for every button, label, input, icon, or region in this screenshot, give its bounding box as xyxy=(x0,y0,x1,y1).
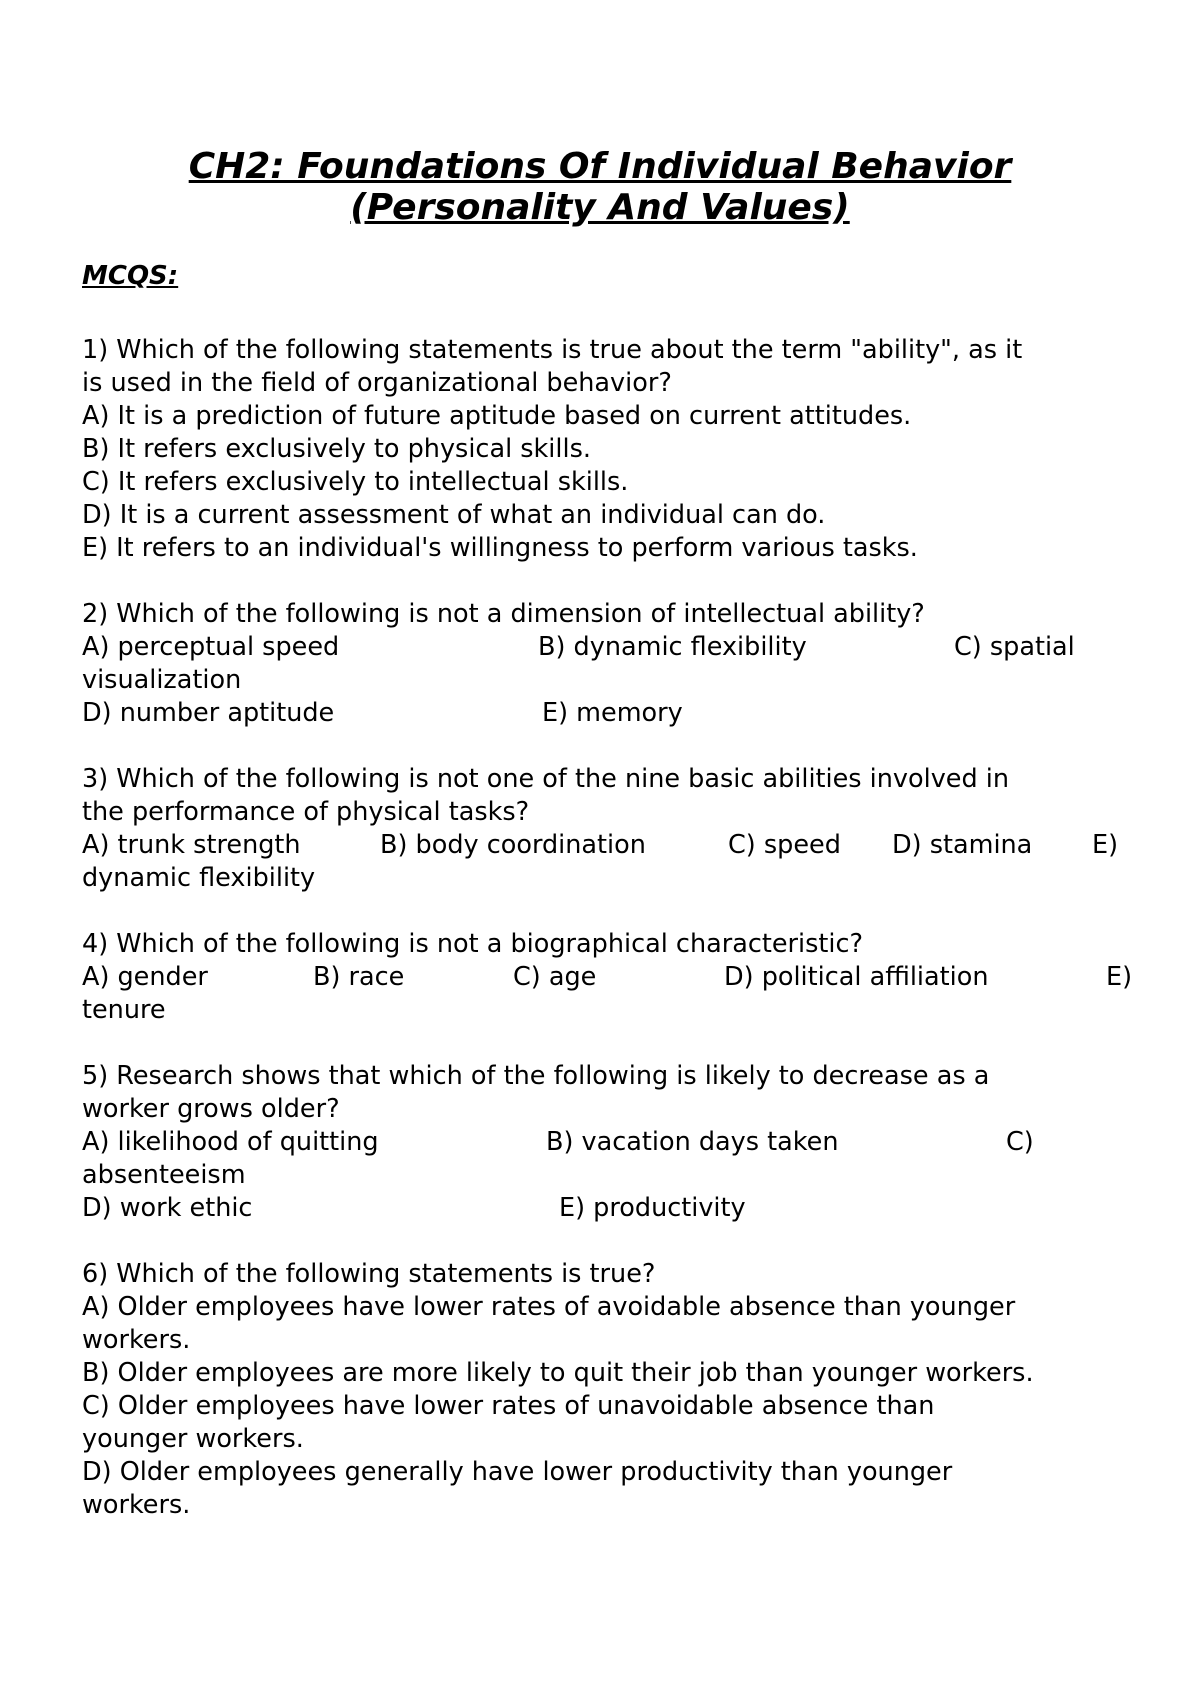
answer-option: A) trunk strength xyxy=(82,830,301,860)
answer-option: E) memory xyxy=(542,698,683,728)
answer-option: A) Older employees have lower rates of avoidable absence than younger xyxy=(82,1292,1016,1322)
answer-option: younger workers. xyxy=(82,1424,304,1454)
section-heading: MCQS: xyxy=(82,261,179,291)
question-text: worker grows older? xyxy=(82,1094,340,1124)
answer-option: D) number aptitude xyxy=(82,698,335,728)
answer-option: A) perceptual speed xyxy=(82,632,340,662)
question-text: is used in the field of organizational behavior? xyxy=(82,368,672,398)
answer-option: B) dynamic flexibility xyxy=(538,632,807,662)
answer-option: D) stamina xyxy=(892,830,1033,860)
answer-option: B) race xyxy=(313,962,405,992)
answer-option: E) xyxy=(1092,830,1119,860)
answer-option: B) vacation days taken xyxy=(546,1127,839,1157)
answer-option: D) It is a current assessment of what an individual can do. xyxy=(82,500,826,530)
answer-option: E) xyxy=(1106,962,1133,992)
answer-option: workers. xyxy=(82,1490,191,1520)
question-text: 5) Research shows that which of the following is likely to decrease as a xyxy=(82,1061,990,1091)
document-title-line-2: (Personality And Values) xyxy=(350,187,850,228)
answer-option: C) It refers exclusively to intellectual skills. xyxy=(82,467,629,497)
answer-option: absenteeism xyxy=(82,1160,246,1190)
answer-option: A) gender xyxy=(82,962,208,992)
answer-option: C) xyxy=(1006,1127,1034,1157)
answer-option: E) It refers to an individual's willingness to perform various tasks. xyxy=(82,533,918,563)
answer-option: B) Older employees are more likely to quit their job than younger workers. xyxy=(82,1358,1034,1388)
answer-option: A) likelihood of quitting xyxy=(82,1127,379,1157)
answer-option: C) Older employees have lower rates of unavoidable absence than xyxy=(82,1391,935,1421)
answer-option: E) productivity xyxy=(559,1193,746,1223)
answer-option: D) Older employees generally have lower productivity than younger xyxy=(82,1457,953,1487)
answer-option: C) spatial xyxy=(954,632,1075,662)
answer-option: visualization xyxy=(82,665,242,695)
answer-option: D) work ethic xyxy=(82,1193,253,1223)
question-text: 6) Which of the following statements is true? xyxy=(82,1259,656,1289)
document-title-line-1: CH2: Foundations Of Individual Behavior xyxy=(188,146,1012,187)
answer-option: C) speed xyxy=(728,830,841,860)
answer-option: A) It is a prediction of future aptitude based on current attitudes. xyxy=(82,401,912,431)
answer-option: workers. xyxy=(82,1325,191,1355)
question-text: 2) Which of the following is not a dimension of intellectual ability? xyxy=(82,599,925,629)
answer-option: tenure xyxy=(82,995,166,1025)
question-text: 1) Which of the following statements is true about the term "ability", as it xyxy=(82,335,1023,365)
question-text: 3) Which of the following is not one of the nine basic abilities involved in xyxy=(82,764,1010,794)
question-text: 4) Which of the following is not a biographical characteristic? xyxy=(82,929,864,959)
question-text: the performance of physical tasks? xyxy=(82,797,530,827)
answer-option: C) age xyxy=(513,962,597,992)
answer-option: B) body coordination xyxy=(380,830,646,860)
answer-option: B) It refers exclusively to physical skills. xyxy=(82,434,591,464)
answer-option: dynamic flexibility xyxy=(82,863,316,893)
answer-option: D) political affiliation xyxy=(724,962,989,992)
